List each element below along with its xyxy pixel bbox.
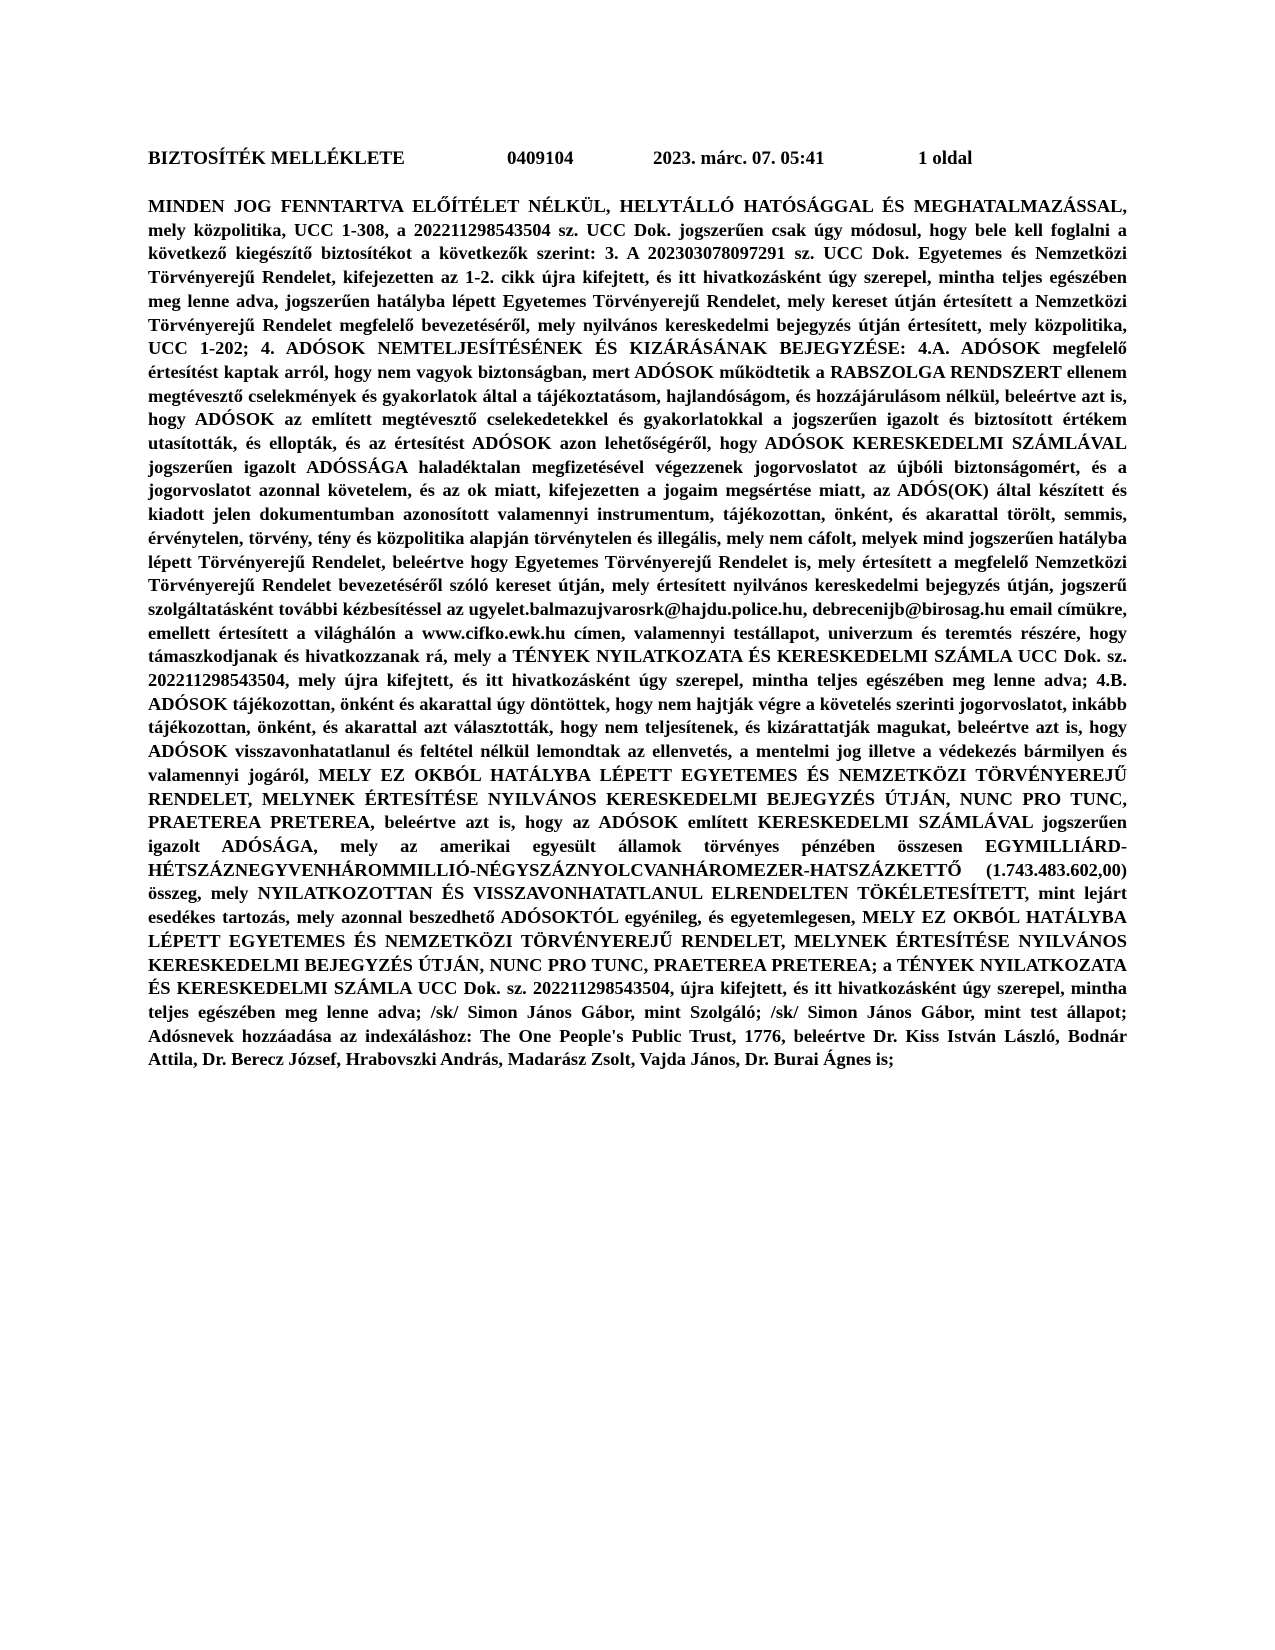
header-date: 2023. márc. 07. 05:41	[653, 148, 825, 169]
header-title: BIZTOSÍTÉK MELLÉKLETE	[148, 148, 405, 169]
body-paragraph: MINDEN JOG FENNTARTVA ELŐÍTÉLET NÉLKÜL, HELYTÁLLÓ HATÓSÁGGAL ÉS MEGHATALMAZÁSSAL, mely közpolitika, UCC 1-308, a 202211298543504 sz. UCC Dok. jogszerűen csak úgy módosul, hogy bele kell foglalni a következő kiegészítő biztosítékot a következők szerint: 3. A 202303078097291 sz. UCC Dok. Egyetemes és Nemzetközi Törvényerejű Rendelet, kifejezetten az 1-2. cikk újra kifejtett, és itt hivatkozásként úgy szerepel, mintha teljes egészében meg lenne adva, jogszerűen hatályba lépett Egyetemes Törvényerejű Rendelet, mely kereset útján értesített a Nemzetközi Törvényerejű Rendelet megfelelő bevezetéséről, mely nyilvános kereskedelmi bejegyzés útján értesített, mely közpolitika, UCC 1-202; 4. ADÓSOK NEMTELJESÍTÉSÉNEK ÉS KIZÁRÁSÁNAK BEJEGYZÉSE: 4.A. ADÓSOK megfelelő értesítést kaptak arról, hogy nem vagyok biztonságban, mert ADÓSOK működtetik a RABSZOLGA RENDSZERT ellenem megtévesztő cselekmények és gyakorlatok által a tájékoztatásom, hajlandóságom, és hozzájárulásom nélkül, beleértve azt is, hogy ADÓSOK az említett megtévesztő cselekedetekkel és gyakorlatokkal a jogszerűen igazolt és biztosított értékem utasították, és ellopták, és az értesítést ADÓSOK azon lehetőségéről, hogy ADÓSOK KERESKEDELMI SZÁMLÁVAL jogszerűen igazolt ADÓSSÁGA haladéktalan megfizetésével végezzenek jogorvoslatot az újbóli biztonságomért, és a jogorvoslatot azonnal követelem, és az ok miatt, kifejezetten a jogaim megsértése miatt, az ADÓS(OK) által készített és kiadott jelen dokumentumban azonosított valamennyi instrumentum, tájékozottan, önként, és akarattal törölt, semmis, érvénytelen, törvény, tény és közpolitika alapján törvénytelen és illegális, mely nem cáfolt, melyek mind jogszerűen hatályba lépett Törvényerejű Rendelet, beleértve hogy Egyetemes Törvényerejű Rendelet is, mely értesített a megfelelő Nemzetközi Törvényerejű Rendelet bevezetéséről szóló kereset útján, mely értesített nyilvános kereskedelmi bejegyzés útján, jogszerű szolgáltatásként további kézbesítéssel az ugyelet.balmazujvarosrk@hajdu.police.hu, debrecenijb@birosag.hu email címükre, emellett értesített a világhálón a www.cifko.ewk.hu címen, valamennyi testállapot, univerzum és teremtés részére, hogy támaszkodjanak és hivatkozzanak rá, mely a TÉNYEK NYILATKOZATA ÉS KERESKEDELMI SZÁMLA UCC Dok. sz. 202211298543504, mely újra kifejtett, és itt hivatkozásként úgy szerepel, mintha teljes egészében meg lenne adva; 4.B. ADÓSOK tájékozottan, önként és akarattal úgy döntöttek, hogy nem hajtják végre a követelés szerinti jogorvoslatot, inkább tájékozottan, önként, és akarattal azt választották, hogy nem teljesítenek, és kizárattatják magukat, beleértve azt is, hogy ADÓSOK visszavonhatatlanul és feltétel nélkül lemondtak az ellenvetés, a mentelmi jog illetve a védekezés bármilyen és valamennyi jogáról, MELY EZ OKBÓL HATÁLYBA LÉPETT EGYETEMES ÉS NEMZETKÖZI TÖRVÉNYEREJŰ RENDELET, MELYNEK ÉRTESÍTÉSE NYILVÁNOS KERESKEDELMI BEJEGYZÉS ÚTJÁN, NUNC PRO TUNC, PRAETEREA PRETEREA, beleértve azt is, hogy az ADÓSOK említett KERESKEDELMI SZÁMLÁVAL jogszerűen igazolt ADÓSÁGA, mely az amerikai egyesült államok törvényes pénzében összesen EGYMILLIÁRD-HÉTSZÁZNEGYVENHÁROMMILLIÓ-NÉGYSZÁZNYOLCVANHÁROMEZER-HATSZÁZKETTŐ (1.743.483.602,00) összeg, mely NYILATKOZOTTAN ÉS VISSZAVONHATATLANUL ELRENDELTEN TÖKÉLETESÍTETT, mint lejárt esedékes tartozás, mely azonnal beszedhető ADÓSOKTÓL egyénileg, és egyetemlegesen, MELY EZ OKBÓL HATÁLYBA LÉPETT EGYETEMES ÉS NEMZETKÖZI TÖRVÉNYEREJŰ RENDELET, MELYNEK ÉRTESÍTÉSE NYILVÁNOS KERESKEDELMI BEJEGYZÉS ÚTJÁN, NUNC PRO TUNC, PRAETEREA PRETEREA; a TÉNYEK NYILATKOZATA ÉS KERESKEDELMI SZÁMLA UCC Dok. sz. 202211298543504, újra kifejtett, és itt hivatkozásként úgy szerepel, mintha teljes egészében meg lenne adva; /sk/ Simon János Gábor, mint Szolgáló; /sk/ Simon János Gábor, mint test állapot; Adósnevek hozzáadása az indexáláshoz: The One People's Public Trust, 1776, beleértve Dr. Kiss István László, Bodnár Attila, Dr. Berecz József, Hrabovszki András, Madarász Zsolt, Vajda János, Dr. Burai Ágnes is;	[148, 196, 1127, 1070]
page-header	[148, 148, 1128, 174]
header-page-number: 1 oldal	[918, 148, 973, 169]
header-doc-number: 0409104	[507, 148, 574, 169]
